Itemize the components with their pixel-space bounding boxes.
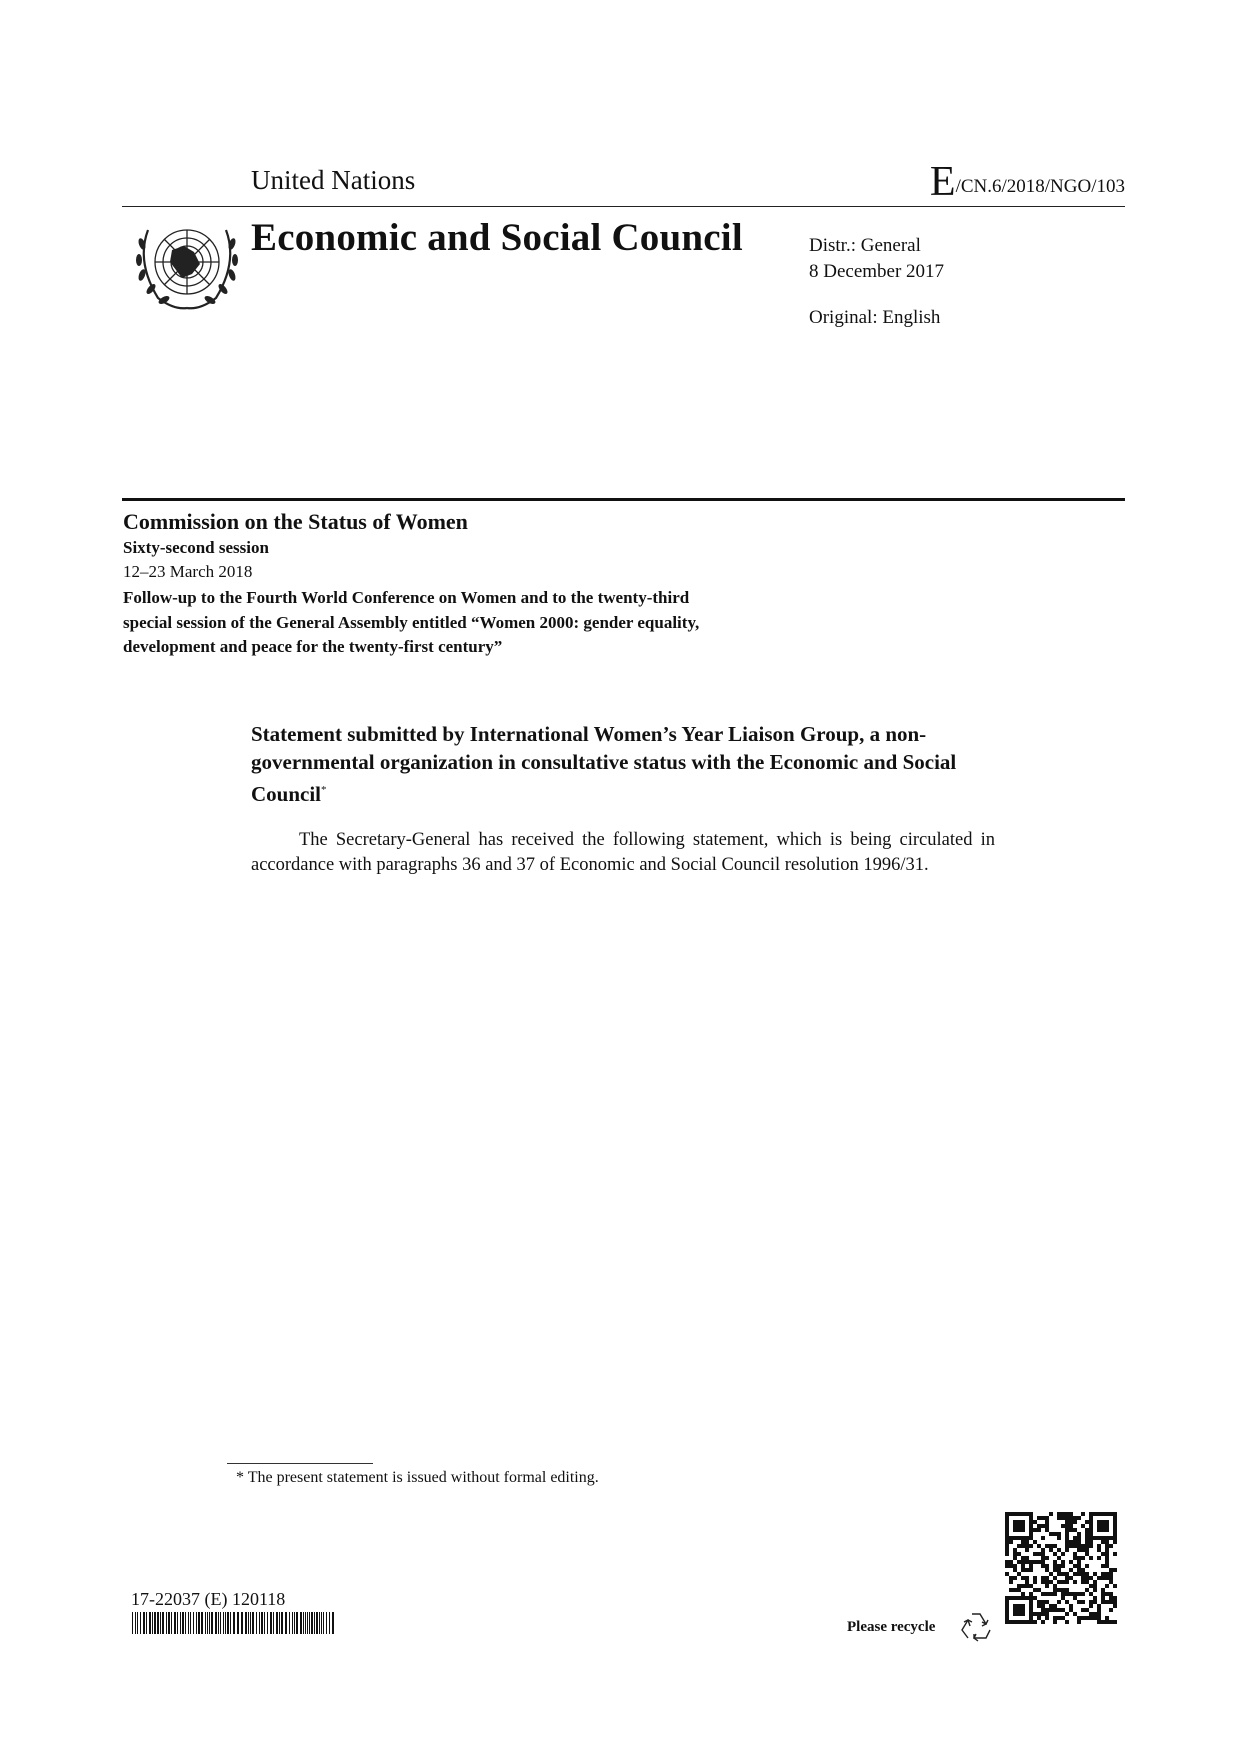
footnote-rule [227,1463,373,1464]
issue-date: 8 December 2017 [809,261,945,282]
recycle-label: Please recycle [847,1619,936,1635]
statement-title [251,720,991,808]
qr-code-icon [1005,1512,1117,1624]
statement-title-text: Statement submitted by International Women’s Year Liaison Group, a non-governmental organization in consultative status with the Economic and Social Council [251,722,957,806]
body-text: The Secretary-General has received the following statement, which is being circulated in accordance with paragraphs 36 and 37 of Economic and Social Council resolution 1996/31. [251,830,995,875]
distribution-info [809,233,944,285]
un-emblem-icon [128,212,246,316]
header-rule [122,206,1125,207]
job-number: 17-22037 (E) 120118 [131,1589,286,1609]
footnote: * The present statement is issued without formal editing. [236,1469,599,1486]
commission-title: Commission on the Status of Women [123,509,468,534]
section-rule [122,498,1125,501]
agenda-item: Follow-up to the Fourth World Conference on Women and to the twenty-third special session of the General Assembly entitled “Women 2000: gender equality, development and peace for the twenty-first century” [123,588,700,656]
symbol-rest: /CN.6/2018/NGO/103 [955,176,1125,197]
barcode-icon [132,1612,338,1634]
distribution: Distr.: General [809,235,921,256]
recycle-icon [956,1608,996,1648]
original-language: Original: English [809,307,941,328]
council-title: Economic and Social Council [251,216,743,259]
session-name: Sixty-second session [123,538,269,557]
document-symbol [930,158,1125,206]
symbol-lead: E [929,159,956,205]
organization-name: United Nations [251,165,416,195]
footnote-marker: * [321,784,327,796]
session-dates: 12–23 March 2018 [123,562,253,581]
body-paragraph [251,828,995,877]
